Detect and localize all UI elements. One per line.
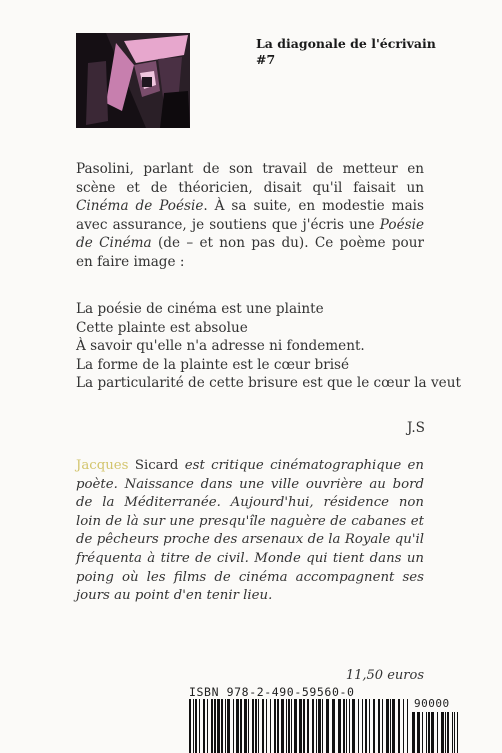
barcode-bar [390, 699, 391, 753]
barcode-bar [349, 699, 350, 753]
barcode-bar [457, 712, 458, 753]
barcode-bar [454, 712, 455, 753]
barcode-bar [195, 699, 197, 753]
barcode-bar [203, 699, 205, 753]
barcode-bar [407, 699, 408, 753]
barcode-bar [326, 699, 329, 753]
barcode-bar [426, 712, 427, 753]
poem-line: La poésie de cinéma est une plainte [76, 301, 324, 317]
barcode-bar [258, 699, 259, 753]
bio-text: est critique cinématographique en poète. Naissance dans une ville ouvrière au bord de la Méditerranée. Aujourd'hui, résidence non loin de là sur une presqu'île naguère de cabanes et de pêcheurs proche des arsenaux de la Royale qu'il fréquenta à titre de civil. Monde qui tient dans un poing où les films de cinéma accompagnent ses jours au point d'en tenir lieu. [76, 458, 424, 604]
barcode-bar [338, 699, 341, 753]
barcode-bar [291, 699, 292, 753]
barcode-bar [386, 699, 389, 753]
barcode-bar [199, 699, 200, 753]
barcode-graphic [189, 699, 409, 753]
barcode-bar [452, 712, 453, 753]
barcode-bar [318, 699, 321, 753]
barcode-bar [398, 699, 400, 753]
barcode-bar [392, 699, 395, 753]
barcode-bar [365, 699, 367, 753]
cover-photo-graphic [76, 33, 190, 128]
intro-text-3: (de – et non pas du). Ce poème pour en faire image : [76, 235, 424, 270]
barcode-bar [281, 699, 284, 753]
barcode-bar [266, 699, 267, 753]
barcode-bar [316, 699, 317, 753]
barcode-bar [262, 699, 264, 753]
poem-line: À savoir qu'elle n'a adresse ni fondement. [76, 338, 365, 355]
barcode-bar [307, 699, 309, 753]
barcode-bar [303, 699, 305, 753]
author-initials: J.S [406, 420, 425, 436]
barcode-bar [221, 699, 223, 753]
barcode-bar [346, 699, 347, 753]
barcode-bar [270, 699, 271, 753]
barcode-bar [252, 699, 254, 753]
barcode-bar [225, 699, 226, 753]
intro-italic-1: Cinéma de Poésie [76, 198, 204, 215]
series-name: La diagonale de l'écrivain [256, 36, 436, 51]
barcode-bar [358, 699, 359, 753]
barcode-bar [189, 699, 191, 753]
barcode [189, 699, 409, 753]
barcode-bar [207, 699, 208, 753]
intro-paragraph [76, 160, 424, 272]
barcode-bar [373, 699, 375, 753]
author-name-part: Sicard [128, 458, 179, 473]
addon-barcode-graphic [412, 712, 460, 753]
intro-italic-2: Poésie de Cinéma [76, 216, 424, 252]
poem-line: La particularité de cette brisure est que le cœur la veut [76, 375, 461, 392]
cover-photo [76, 33, 190, 128]
barcode-bar [445, 712, 446, 753]
series-title [256, 36, 456, 68]
barcode-bar [299, 699, 302, 753]
barcode-bar [227, 699, 230, 753]
author-name-part: es [113, 458, 129, 473]
poem [76, 300, 461, 393]
intro-text-1: Pasolini, parlant de son travail de metteur en scène et de théoricien, disait qu'il faisait un [76, 161, 424, 196]
addon-barcode [412, 712, 460, 753]
addon-code: 90000 [414, 697, 450, 710]
poem-line: Cette plainte est absolue [76, 319, 248, 336]
barcode-bar [412, 712, 415, 753]
barcode-bar [332, 699, 335, 753]
barcode-bar [382, 699, 383, 753]
barcode-bar [288, 699, 290, 753]
intro-text-2: . À sa suite, en modestie mais avec assurance, je soutiens que j'écris une [76, 198, 424, 233]
barcode-bar [343, 699, 345, 753]
barcode-bar [362, 699, 363, 753]
barcode-bar [447, 712, 449, 753]
barcode-bar [369, 699, 370, 753]
barcode-bar [240, 699, 242, 753]
barcode-bar [352, 699, 355, 753]
barcode-bar [277, 699, 279, 753]
barcode-bar [244, 699, 247, 753]
price: 11,50 euros [345, 668, 424, 683]
series-number: #7 [256, 52, 276, 67]
author-name-part: Jacqu [76, 458, 114, 473]
barcode-bar [441, 712, 444, 753]
barcode-bar [286, 699, 287, 753]
barcode-bar [274, 699, 276, 753]
barcode-bar [378, 699, 380, 753]
barcode-bar [403, 699, 404, 753]
barcode-bar [236, 699, 239, 753]
poem-line: La forme de la plainte est le cœur brisé [76, 356, 350, 373]
isbn-number: ISBN 978-2-490-59560-0 [189, 685, 355, 699]
barcode-bar [428, 712, 430, 753]
barcode-bar [294, 699, 297, 753]
barcode-bar [233, 699, 234, 753]
barcode-bar [312, 699, 314, 753]
barcode-bar [193, 699, 194, 753]
author-bio [76, 457, 424, 606]
barcode-bar [437, 712, 438, 753]
barcode-bar [255, 699, 257, 753]
barcode-bar [248, 699, 249, 753]
barcode-bar [431, 712, 434, 753]
barcode-bar [422, 712, 423, 753]
barcode-bar [211, 699, 213, 753]
barcode-bar [322, 699, 323, 753]
barcode-bar [214, 699, 216, 753]
barcode-bar [417, 712, 420, 753]
barcode-bar [217, 699, 220, 753]
